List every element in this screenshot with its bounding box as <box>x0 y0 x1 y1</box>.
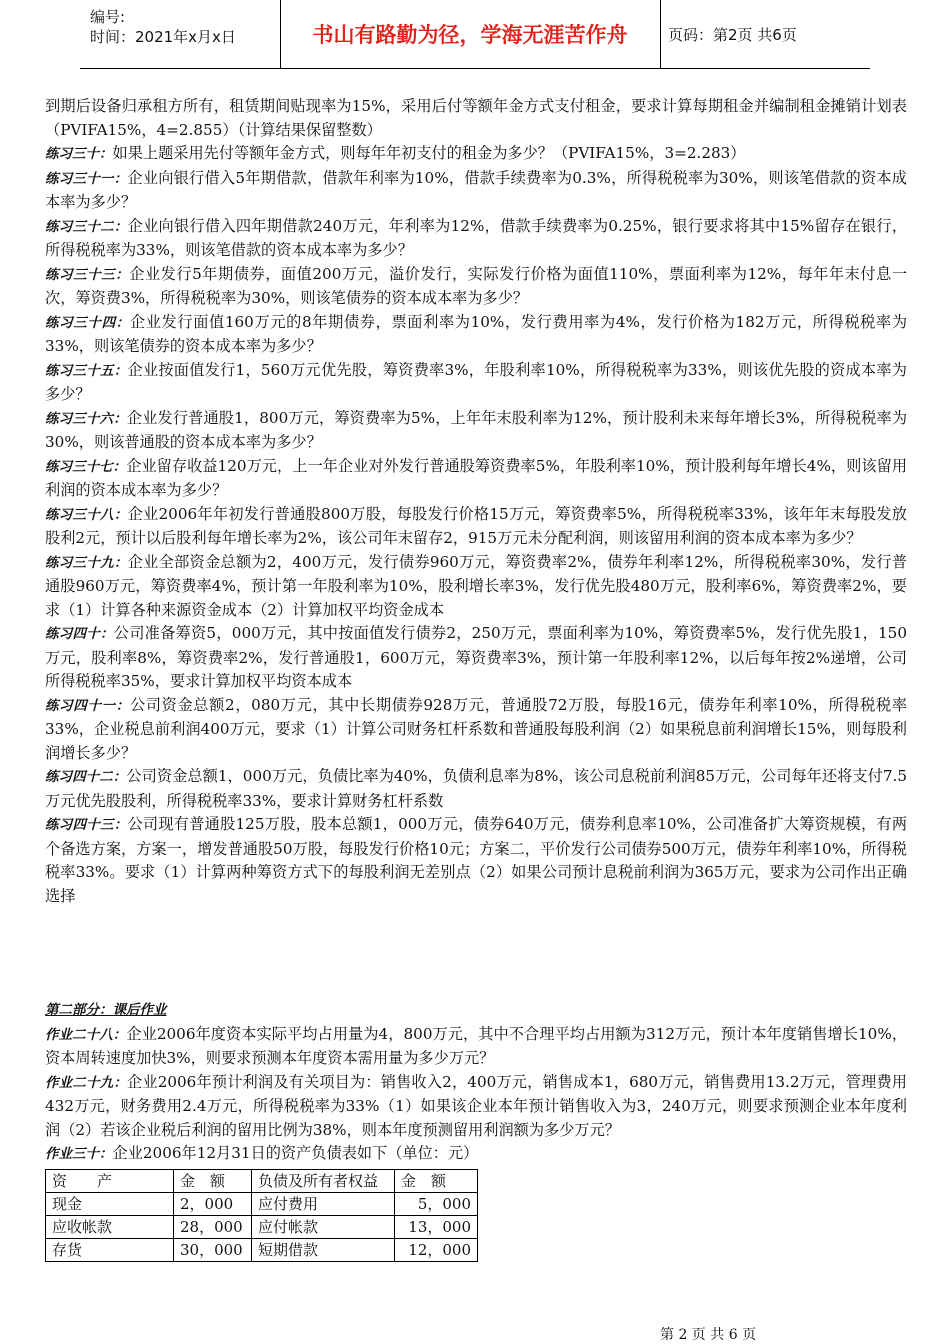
homework-text: 企业2006年预计利润及有关项目为：销售收入2，400万元，销售成本1，680万元，销售费用13.2万元，管理费用432万元，财务费用2.4万元，所得税税率为33%（1）如果该企业本年预计销售收入为3，240万元，则要求预测企业本年度利润（2）若该企业税后利润的留用比例为38%，则本年度预测留用利润额为多少万元？ <box>45 1072 907 1139</box>
table-cell: 现金 <box>46 1192 174 1215</box>
number-label: 编号: <box>90 8 126 26</box>
exercise-label: 练习三十九： <box>45 554 128 571</box>
table-cell: 2，000 <box>174 1192 252 1215</box>
header-cell: 资 产 <box>46 1169 174 1192</box>
header-motto: 书山有路勤为径，学海无涯苦作舟 <box>280 0 661 68</box>
table-cell: 应收帐款 <box>46 1215 174 1238</box>
time-label: 时间：2021年x月x日 <box>90 28 236 46</box>
exercise-paragraph <box>45 551 907 623</box>
exercise-paragraph <box>45 142 907 167</box>
table-cell: 30，000 <box>174 1238 252 1261</box>
homework-label: 作业二十九： <box>45 1074 127 1091</box>
table-cell: 存货 <box>46 1238 174 1261</box>
exercise-paragraph <box>45 215 907 263</box>
exercise-label: 练习四十二： <box>45 769 127 785</box>
exercise-label: 练习四十三： <box>45 817 128 833</box>
exercise-text: 企业向银行借入5年期借款，借款年利率为10%，借款手续费率为0.3%，所得税税率为30%，则该笔借款的资本成本率为多少？ <box>45 168 907 211</box>
exercise-paragraph <box>45 263 907 311</box>
exercise-paragraph <box>45 813 907 908</box>
exercise-paragraph <box>45 407 907 455</box>
intro-paragraph: 到期后设备归承租方所有，租赁期间贴现率为15%，采用后付等额年金方式支付租金，要求计算每期租金并编制租金摊销计划表（PVIFA15%，4=2.855）（计算结果保留整数） <box>45 97 907 139</box>
exercise-label: 练习三十二： <box>45 218 128 235</box>
exercise-paragraph <box>45 765 907 813</box>
homework-label: 作业三十： <box>45 1146 113 1162</box>
homework-paragraph <box>45 1071 907 1143</box>
exercise-label: 练习三十： <box>45 146 113 162</box>
exercise-text: 公司准备筹资5，000万元，其中按面值发行债券2，250万元，票面利率为10%，筹资费率5%，发行优先股1，150万元，股利率8%，筹资费率2%，发行普通股1，600万元，筹资费率3%，预计第一年股利率12%，以后每年按2%递增，公司所得税税率35%，要求计算加权平均资本成本 <box>45 624 908 690</box>
exercise-paragraph <box>45 455 907 503</box>
exercise-paragraph <box>45 694 907 766</box>
exercise-text: 企业留存收益120万元，上一年企业对外发行普通股筹资费率5%，年股利率10%，预计股利每年增长4%，则该留用利润的资本成本率为多少？ <box>45 456 908 499</box>
homework-paragraph <box>45 1142 907 1167</box>
exercise-label: 练习四十一： <box>45 697 130 714</box>
table-cell: 12，000 <box>395 1238 478 1261</box>
table-row <box>46 1238 478 1261</box>
exercise-text: 公司现有普通股125万股，股本总额1，000万元，债券640万元，债券利息率10%，公司准备扩大筹资规模，有两个备选方案，方案一，增发普通股50万股，每股发行价格10元；方案二，平价发行公司债券500万元，债券年利率10%，所得税税率33%。要求（1）计算两种筹资方式下的每股利润无差别点（2）如果公司预计息税前利润为365万元，要求为公司作出正确选择 <box>45 815 908 905</box>
exercise-text: 企业向银行借入四年期借款240万元，年利率为12%，借款手续费率为0.25%，银行要求将其中15%留存在银行，所得税税率为33%，则该笔借款的资本成本率为多少？ <box>45 216 908 259</box>
section-heading <box>45 998 907 1023</box>
exercise-label: 练习三十一： <box>45 170 128 187</box>
table-row <box>46 1215 478 1238</box>
document-body <box>45 95 907 1262</box>
header-cell: 金 额 <box>395 1169 478 1192</box>
exercise-text: 企业2006年年初发行普通股800万股，每股发行价格15万元，筹资费率5%，所得税税率33%，该年年末每股发放股利2元，预计以后股利每年增长率为2%，该公司年末留存2，915万元未分配利润，则该留用利润的资本成本率为多少？ <box>45 504 907 547</box>
header-meta <box>80 0 281 68</box>
section-title: 第二部分：课后作业 <box>45 1002 167 1018</box>
exercise-paragraph <box>45 622 907 694</box>
exercise-text: 企业发行普通股1，800万元，筹资费率为5%，上年年末股利率为12%，预计股利未来每年增长3%，所得税税率为30%，则该普通股的资本成本率为多少？ <box>45 408 908 451</box>
table-header-row <box>46 1169 478 1192</box>
exercise-paragraph <box>45 359 907 407</box>
homework-label: 作业二十八： <box>45 1026 127 1043</box>
exercise-text: 企业全部资金总额为2，400万元，发行债券960万元，筹资费率2%，债券年利率12%，所得税税率30%，发行普通股960万元，筹资费率4%，预计第一年股利率为10%，股利增长率3%，发行优先股480万元，股利率6%，筹资费率2%，要求（1）计算各种来源资金成本（2）计算加权平均资金成本 <box>45 552 908 619</box>
page-footer: 第 2 页 共 6 页 <box>660 1327 757 1343</box>
homework-text: 企业2006年度资本实际平均占用量为4，800万元，其中不合理平均占用额为312万元，预计本年度销售增长10%，资本周转速度加快3%，则要求预测本年度资本需用量为多少万元？ <box>45 1024 908 1067</box>
exercise-label: 练习三十四： <box>45 314 130 331</box>
homework-text: 企业2006年12月31日的资产负债表如下（单位：元） <box>112 1144 479 1162</box>
exercise-text: 企业按面值发行1，560万元优先股，筹资费率3%，年股利率10%，所得税税率为33%，则该优先股的资成本率为多少？ <box>45 360 907 403</box>
exercise-paragraph <box>45 503 907 551</box>
exercise-label: 练习三十三： <box>45 266 130 283</box>
exercise-text: 企业发行5年期债券，面值200万元，溢价发行，实际发行价格为面值110%，票面利率为12%，每年年末付息一次，筹资费3%，所得税税率为30%，则该笔债券的资本成本率为多少？ <box>45 264 908 307</box>
exercise-label: 练习三十五： <box>45 362 128 379</box>
table-cell: 短期借款 <box>252 1238 395 1261</box>
table-cell: 28，000 <box>174 1215 252 1238</box>
table-cell: 应付帐款 <box>252 1215 395 1238</box>
header-cell: 金 额 <box>174 1169 252 1192</box>
exercise-text: 企业发行面值160万元的8年期债券，票面利率为10%，发行费用率为4%，发行价格为182万元，所得税税率为33%，则该笔债券的资本成本率为多少？ <box>45 312 908 355</box>
exercise-text: 公司资金总额2，080万元，其中长期债券928万元，普通股72万股，每股16元，债券年利率10%，所得税税率33%，企业税息前利润400万元，要求（1）计算公司财务杠杆系数和普通股每股利润（2）如果税息前利润增长15%，则每股利润增长多少？ <box>45 695 908 762</box>
header-page-info: 页码：第2页 共6页 <box>668 25 797 44</box>
exercise-label: 练习三十六： <box>45 410 127 427</box>
table-cell: 5，000 <box>395 1192 478 1215</box>
exercise-text: 如果上题采用先付等额年金方式，则每年年初支付的租金为多少？（PVIFA15%，3=2.283） <box>112 144 746 162</box>
table-cell: 13，000 <box>395 1215 478 1238</box>
header-cell: 负债及所有者权益 <box>252 1169 395 1192</box>
exercise-paragraph <box>45 311 907 359</box>
exercise-label: 练习三十七： <box>45 458 127 475</box>
balance-sheet-table <box>45 1169 478 1262</box>
exercise-text: 公司资金总额1，000万元，负债比率为40%，负债利息率为8%，该公司息税前利润85万元，公司每年还将支付7.5万元优先股股利，所得税税率33%，要求计算财务杠杆系数 <box>45 767 907 810</box>
table-row <box>46 1192 478 1215</box>
table-cell: 应付费用 <box>252 1192 395 1215</box>
exercise-paragraph <box>45 167 907 215</box>
exercise-label: 练习三十八： <box>45 506 128 523</box>
exercise-label: 练习四十： <box>45 626 114 642</box>
page-header <box>80 0 870 69</box>
homework-paragraph <box>45 1023 907 1071</box>
